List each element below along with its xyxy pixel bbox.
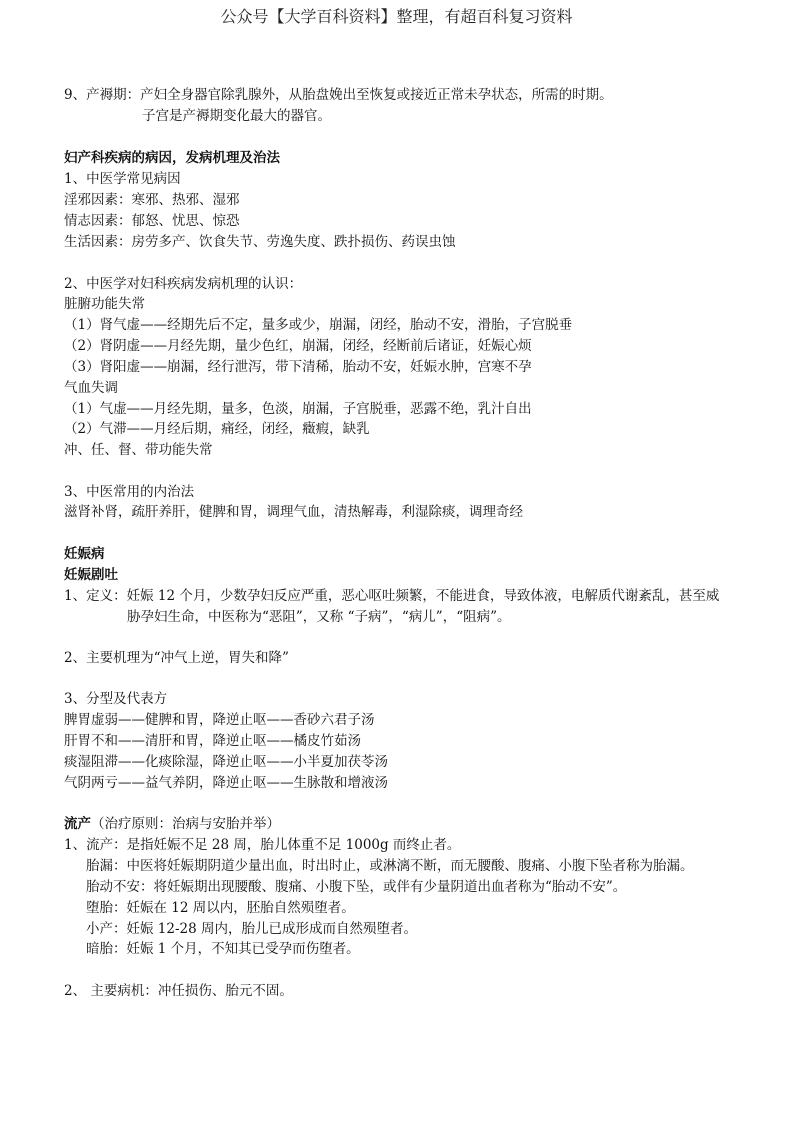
treatment-note: （治疗原则：治病与安胎并举）: [91, 816, 280, 832]
text-line: 气阴两亏——益气养阴，降逆止呕——生脉散和增液汤: [64, 775, 388, 791]
text-line: 2、 主要病机：冲任损伤、胎元不固。: [64, 983, 293, 999]
subsection-heading: 妊娠剧吐: [64, 567, 118, 583]
text-line: 子宫是产褥期变化最大的器官。: [142, 108, 331, 124]
text-line: 小产：妊娠 12-28 周内，胎儿已成形成而自然殒堕者。: [86, 921, 417, 937]
text-line: 脏腑功能失常: [64, 296, 145, 312]
text-line: 9、产褥期：产妇全身器官除乳腺外，从胎盘娩出至恢复或接近正常未孕状态，所需的时期。: [64, 87, 613, 103]
text-line: 1、中医学常见病因: [64, 171, 181, 187]
text-line: 脾胃虚弱——健脾和胃，降逆止呕——香砂六君子汤: [64, 712, 375, 728]
text-line: 痰湿阻滞——化痰除湿，降逆止呕——小半夏加茯苓汤: [64, 754, 388, 770]
text-line: 3、中医常用的内治法: [64, 484, 195, 500]
text-line: 淫邪因素：寒邪、热邪、湿邪: [64, 192, 240, 208]
text-line: 胁孕妇生命，中医称为“恶阻”，又称 “子病”，“病儿”，“阻病”。: [127, 609, 511, 625]
text-line: 2、主要机理为“冲气上逆，胃失和降”: [64, 650, 289, 666]
text-line: 冲、任、督、带功能失常: [64, 442, 213, 458]
text-line: 2、中医学对妇科疾病发病机理的认识：: [64, 276, 303, 292]
text-line: 1、定义：妊娠 12 个月，少数孕妇反应严重，恶心呕吐频繁，不能进食，导致体液，电解质代谢紊乱，甚至威: [64, 588, 720, 604]
section-heading: 妊娠病: [64, 546, 105, 562]
text-line: 气血失调: [64, 380, 118, 396]
section-heading: 流产: [64, 816, 91, 832]
text-line: （2）肾阴虚——月经先期，量少色红，崩漏，闭经，经断前后诸证，妊娠心烦: [64, 338, 532, 354]
text-line: （3）肾阳虚——崩漏，经行泄泻，带下清稀，胎动不安，妊娠水肿，宫寒不孕: [64, 359, 532, 375]
page-header: 公众号【大学百科资料】整理，有超百科复习资料: [220, 7, 573, 26]
text-line: 肝胃不和——清肝和胃，降逆止呕——橘皮竹茹汤: [64, 733, 361, 749]
text-line: 情志因素：郁怒、忧思、惊恐: [64, 213, 240, 229]
text-line: 胎动不安：将妊娠期出现腰酸、腹痛、小腹下坠，或伴有少量阴道出血者称为“胎动不安”。: [86, 879, 627, 895]
text-line: 胎漏：中医将妊娠期阴道少量出血，时出时止，或淋漓不断，而无腰酸、腹痛、小腹下坠者称为胎漏。: [86, 858, 694, 874]
text-line: 滋肾补肾，疏肝养肝，健脾和胃，调理气血，清热解毒，利湿除痰，调理奇经: [64, 504, 523, 520]
text-line: （1）气虚——月经先期，量多，色淡，崩漏，子宫脱垂，恶露不绝，乳汁自出: [64, 401, 532, 417]
text-line: 1、流产：是指妊娠不足 28 周，胎儿体重不足 1000g 而终止者。: [64, 837, 461, 853]
section-heading-line: [64, 815, 280, 833]
section-heading: 妇产科疾病的病因，发病机理及治法: [64, 150, 280, 166]
text-line: 生活因素：房劳多产、饮食失节、劳逸失度、跌扑损伤、药误虫蚀: [64, 234, 456, 250]
text-line: 暗胎：妊娠 1 个月，不知其已受孕而伤堕者。: [86, 941, 360, 957]
text-line: （1）肾气虚——经期先后不定，量多或少，崩漏，闭经，胎动不安，滑胎，子宫脱垂: [64, 317, 573, 333]
text-line: （2）气滞——月经后期，痛经，闭经，癥瘕，缺乳: [64, 421, 370, 437]
text-line: 3、分型及代表方: [64, 691, 168, 707]
text-line: 堕胎：妊娠在 12 周以内，胚胎自然殒堕者。: [86, 900, 355, 916]
